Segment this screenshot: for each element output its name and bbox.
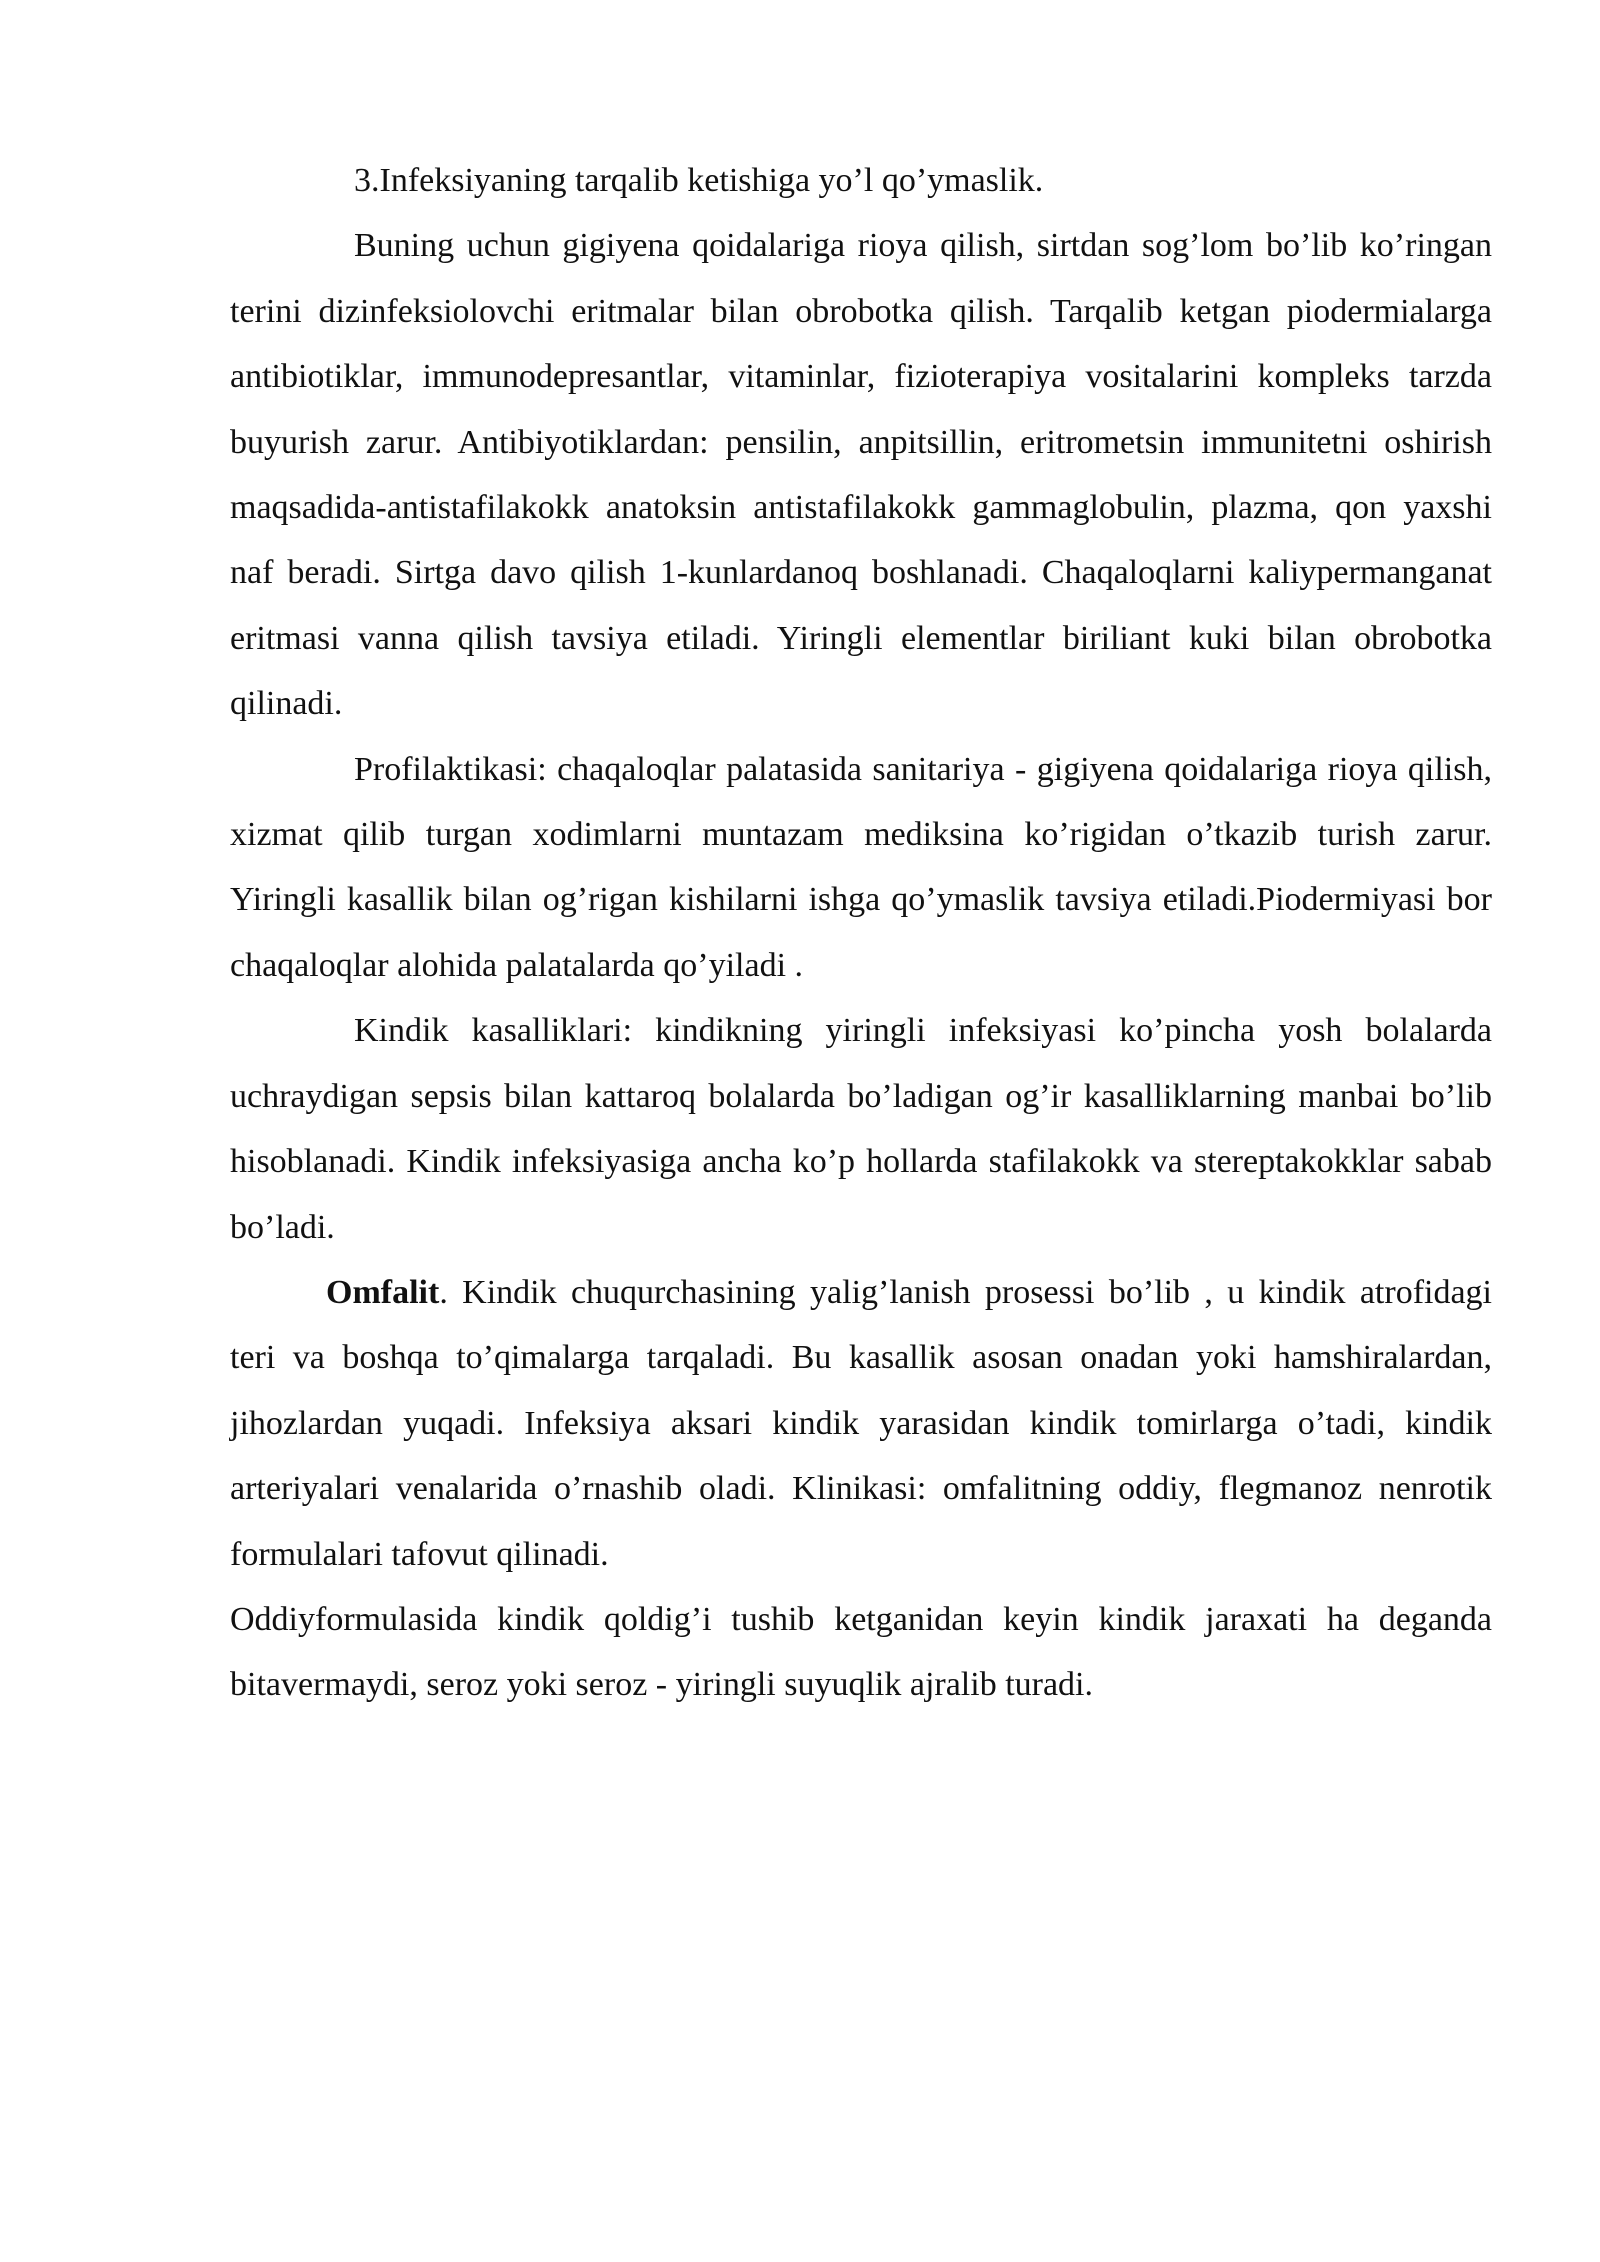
paragraph-prophylaxis: Profilaktikasi: chaqaloqlar palatasida sanitariya - gigiyena qoidalariga rioya qilish, xizmat qilib turgan xodimlarni muntazam mediksina ko’rigidan o’tkazib turish zarur. Yiringli kasallik bilan og’rigan kishilarni ishga qo’ymaslik tavsiya etiladi.Piodermiyasi bor chaqaloqlar alohida palatalarda qo’yiladi . — [230, 750, 1492, 984]
document-body — [230, 148, 1492, 1718]
paragraph-omfalit — [230, 1260, 1492, 1587]
omfalit-text: . Kindik chuqurchasining yalig’lanish prosessi bo’lib , u kindik atrofidagi teri va boshqa to’qimalarga tarqaladi. Bu kasallik asosan onadan yoki hamshiralardan, jihozlardan yuqadi. Infeksiya aksari kindik yarasidan kindik tomirlarga o’tadi, kindik arteriyalari venalarida o’rnashib oladi. Klinikasi: omfalitning oddiy, flegmanoz nenrotik formulalari tafovut qilinadi. — [230, 1273, 1492, 1573]
omfalit-term: Omfalit — [326, 1273, 440, 1311]
paragraph-umbilical-diseases: Kindik kasalliklari: kindikning yiringli infeksiyasi ko’pincha yosh bolalarda uchraydigan sepsis bilan kattaroq bolalarda bo’ladigan og’ir kasalliklarning manbai bo’lib hisoblanadi. Kindik infeksiyasiga ancha ko’p hollarda stafilakokk va stereptakokklar sabab bo’ladi. — [230, 1012, 1492, 1246]
paragraph-simple-form: Oddiyformulasida kindik qoldig’i tushib ketganidan keyin kindik jaraxati ha deganda bitavermaydi, seroz yoki seroz - yiringli suyuqlik ajralib turadi. — [230, 1600, 1492, 1704]
paragraph-treatment: Buning uchun gigiyena qoidalariga rioya qilish, sirtdan sog’lom bo’lib ko’ringan terini dizinfeksiolovchi eritmalar bilan obrobotka qilish. Tarqalib ketgan piodermialarga antibiotiklar, immunodepresantlar, vitaminlar, fizioterapiya vositalarini kompleks tarzda buyurish zarur. Antibiyotiklardan: pensilin, anpitsillin, eritrometsin immunitetni oshirish maqsadida-antistafilakokk anatoksin antistafilakokk gammaglobulin, plazma, qon yaxshi naf beradi. Sirtga davo qilish 1-kunlardanoq boshlanadi. Chaqaloqlarni kaliypermanganat eritmasi vanna qilish tavsiya etiladi. Yiringli elementlar biriliant kuki bilan obrobotka qilinadi. — [230, 227, 1492, 723]
paragraph-infection-spread: 3.Infeksiyaning tarqalib ketishiga yo’l qo’ymaslik. — [354, 162, 1044, 199]
